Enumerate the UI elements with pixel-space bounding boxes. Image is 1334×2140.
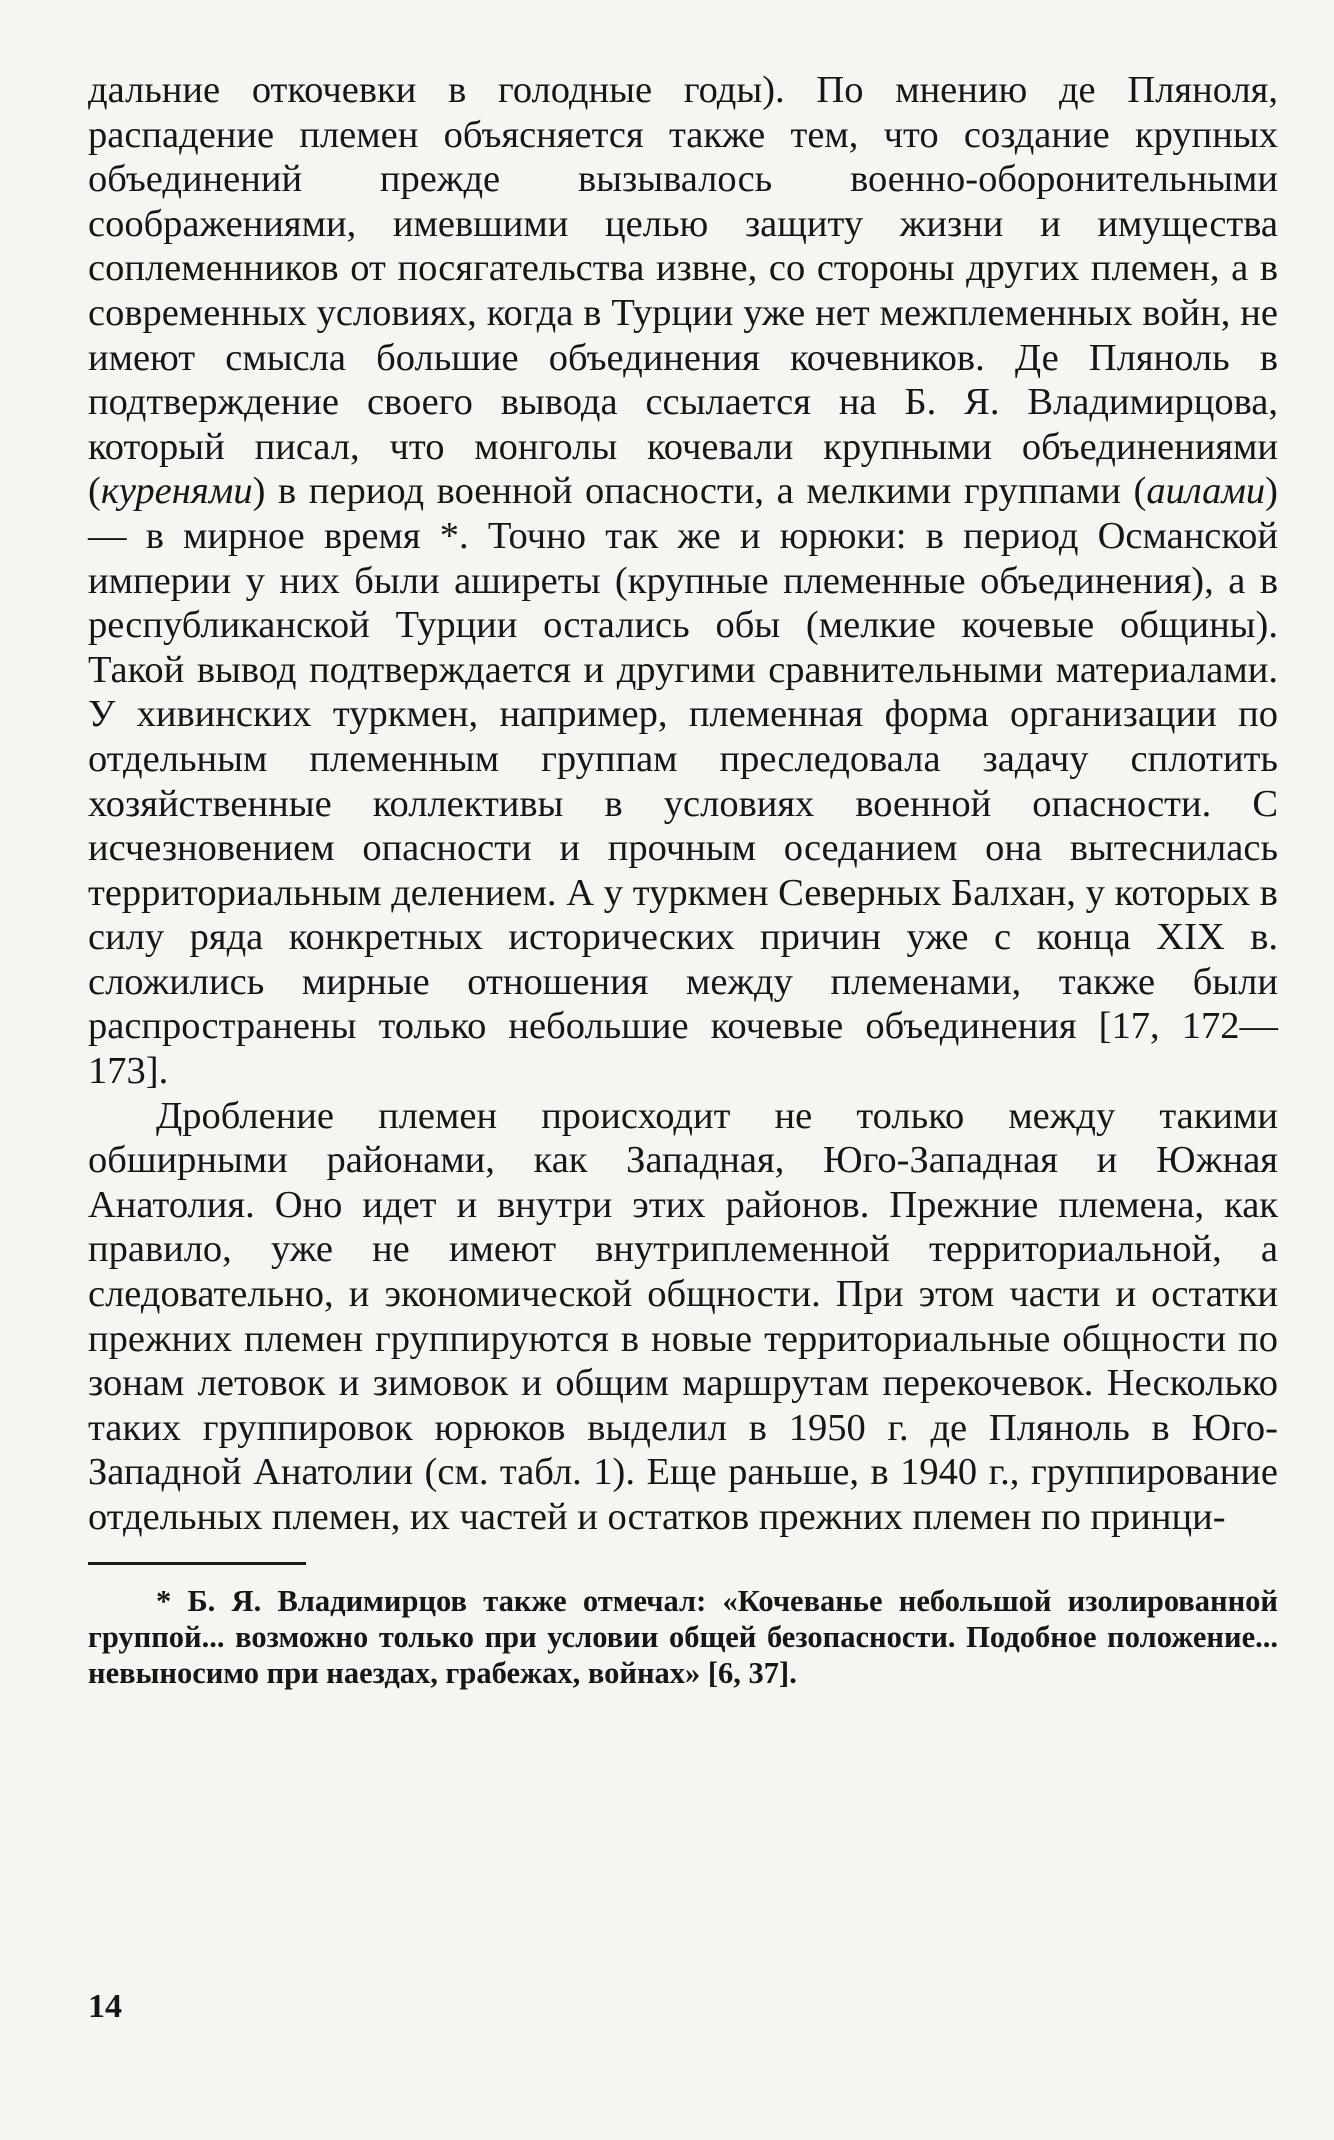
paragraph-2: Дробление племен происходит не только между такими обширными районами, как Западная, Юго-Западная и Южная Анатолия. Оно идет и внутри этих районов. Прежние племена, как правило, уже не имеют внутриплеменной территориальной, а следовательно, и экономической общности. При этом части и остатки прежних племен группируются в новые территориальные общности по зонам летовок и зимовок и общим маршрутам перекочевок. Несколько таких группировок юрюков выделил в 1950 г. де Пляноль в Юго-Западной Анатолии (см. табл. 1). Еще раньше, в 1940 г., группирование отдельных племен, их частей и остатков прежних племен по принци- — [88, 1094, 1278, 1538]
paragraph-1 — [88, 68, 1278, 1094]
italic-term-kurenyami: куренями — [100, 470, 253, 513]
page-number: 14 — [88, 1988, 122, 2025]
paragraph-1-text-b: ) в период военной опасности, а мелкими группами ( — [252, 470, 1147, 513]
footnote: * Б. Я. Владимирцов также отмечал: «Кочеванье небольшой изолированной группой... возможно только при условии общей безопасности. Подобное положение... невыносимо при наездах, грабежах, войнах» [6, 37]. — [88, 1583, 1278, 1690]
paragraph-1-text-a: дальние откочевки в голодные годы). По мнению де Пляноля, распадение племен объясняется также тем, что создание крупных объединений прежде вызывалось военно-оборонительными соображениями, имевшими целью защиту жизни и имущества соплеменников от посягательства извне, со стороны других племен, а в современных условиях, когда в Турции уже нет межплеменных войн, не имеют смысла большие объединения кочевников. Де Пляноль в подтверждение своего вывода ссылается на Б. Я. Владимирцова, который писал, что монголы кочевали крупными объединениями ( — [88, 69, 1278, 513]
italic-term-ailami: аилами — [1146, 470, 1266, 513]
page-content — [88, 68, 1278, 1691]
paragraph-1-text-c: ) — в мирное время *. Точно так же и юрюки: в период Османской империи у них были аширеты (крупные племенные объединения), а в республиканской Турции остались обы (мелкие кочевые общины). Такой вывод подтверждается и другими сравнительными материалами. У хивинских туркмен, например, племенная форма организации по отдельным племенным группам преследовала задачу сплотить хозяйственные коллективы в условиях военной опасности. С исчезновением опасности и прочным оседанием она вытеснилась территориальным делением. А у туркмен Северных Балхан, у которых в силу ряда конкретных исторических причин уже с конца XIX в. сложились мирные отношения между племенами, также были распространены только небольшие кочевые объединения [17, 172—173]. — [88, 470, 1278, 1093]
footnote-divider — [88, 1562, 306, 1565]
